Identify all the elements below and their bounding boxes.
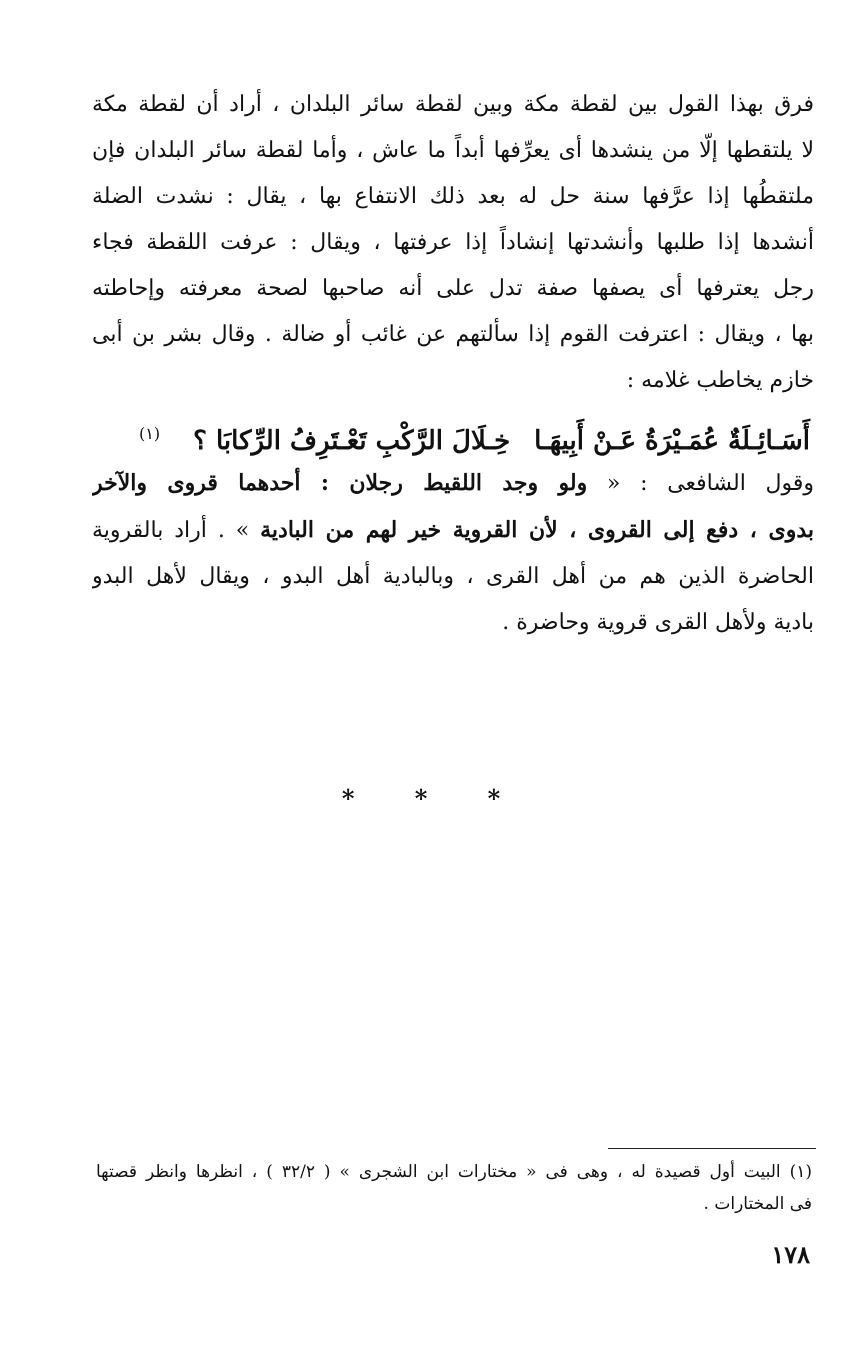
paragraph-2-line	[92, 507, 814, 554]
footnote-reference: (١)	[139, 424, 161, 443]
poetry-verse	[120, 412, 810, 463]
page-number: ١٧٨	[771, 1240, 810, 1269]
quote-continuation: » . أراد بالقروية	[92, 518, 261, 543]
paragraph-1-line: أنشدها إذا طلبها وأنشدتها إنشاداً إذا عرفتها ، ويقال : عرفت اللقطة فجاء	[92, 230, 814, 255]
footnote	[96, 1156, 812, 1220]
verse-hemistich-second: خِـلَالَ الرَّكْبِ تَعْـتَرِفُ الرِّكابَا ؟	[193, 425, 511, 456]
paragraph-2-line: بادية ولأهل القرى قروية وحاضرة .	[502, 610, 814, 635]
quote-intro: وقول الشافعى : «	[587, 471, 814, 496]
paragraph-1-line: رجل يعترفها أى يصفها صفة تدل على أنه صاحبها لصحة معرفته وإحاطته	[92, 276, 814, 301]
paragraph-1	[92, 82, 814, 404]
footnote-line: فى المختارات .	[703, 1194, 812, 1214]
paragraph-1-line: فرق بهذا القول بين لقطة مكة وبين لقطة سائر البلدان ، أراد أن لقطة مكة	[92, 92, 814, 117]
quoted-text-bold: ولو وجد اللقيط رجلان : أحدهما قروى والآخر	[92, 470, 588, 496]
paragraph-1-line: خازم يخاطب غلامه :	[626, 368, 814, 393]
paragraph-1-line: ملتقطُها إذا عرَّفها سنة حل له بعد ذلك الانتفاع بها ، يقال : نشدت الضلة	[92, 184, 814, 209]
quoted-text-bold: بدوى ، دفع إلى القروى ، لأن القروية خير لهم من البادية	[260, 517, 814, 543]
paragraph-2-line: الحاضرة الذين هم من أهل القرى ، وبالبادية أهل البدو ، ويقال لأهل البدو	[92, 564, 814, 589]
footnote-line: (١) البيت أول قصيدة له ، وهى فى « مختارات ابن الشجرى » ( ٣٢/٢ ) ، انظرها وانظر قصتها	[96, 1162, 812, 1182]
paragraph-2	[92, 460, 814, 646]
paragraph-1-line: لا يلتقطها إلّا من ينشدها أى يعرِّفها أبداً ما عاش ، وأما لقطة سائر البلدان فإن	[92, 138, 814, 163]
footnote-divider	[608, 1148, 816, 1149]
paragraph-1-line: بها ، ويقال : اعترفت القوم إذا سألتهم عن غائب أو ضالة . وقال بشر بن أبى	[92, 322, 814, 347]
verse-hemistich-first: أَسَـائِـلَةٌ عُمَـيْرَةُ عَـنْ أَبِيهَـا	[534, 425, 810, 456]
section-separator: * * *	[341, 784, 527, 813]
paragraph-2-line	[92, 460, 814, 507]
